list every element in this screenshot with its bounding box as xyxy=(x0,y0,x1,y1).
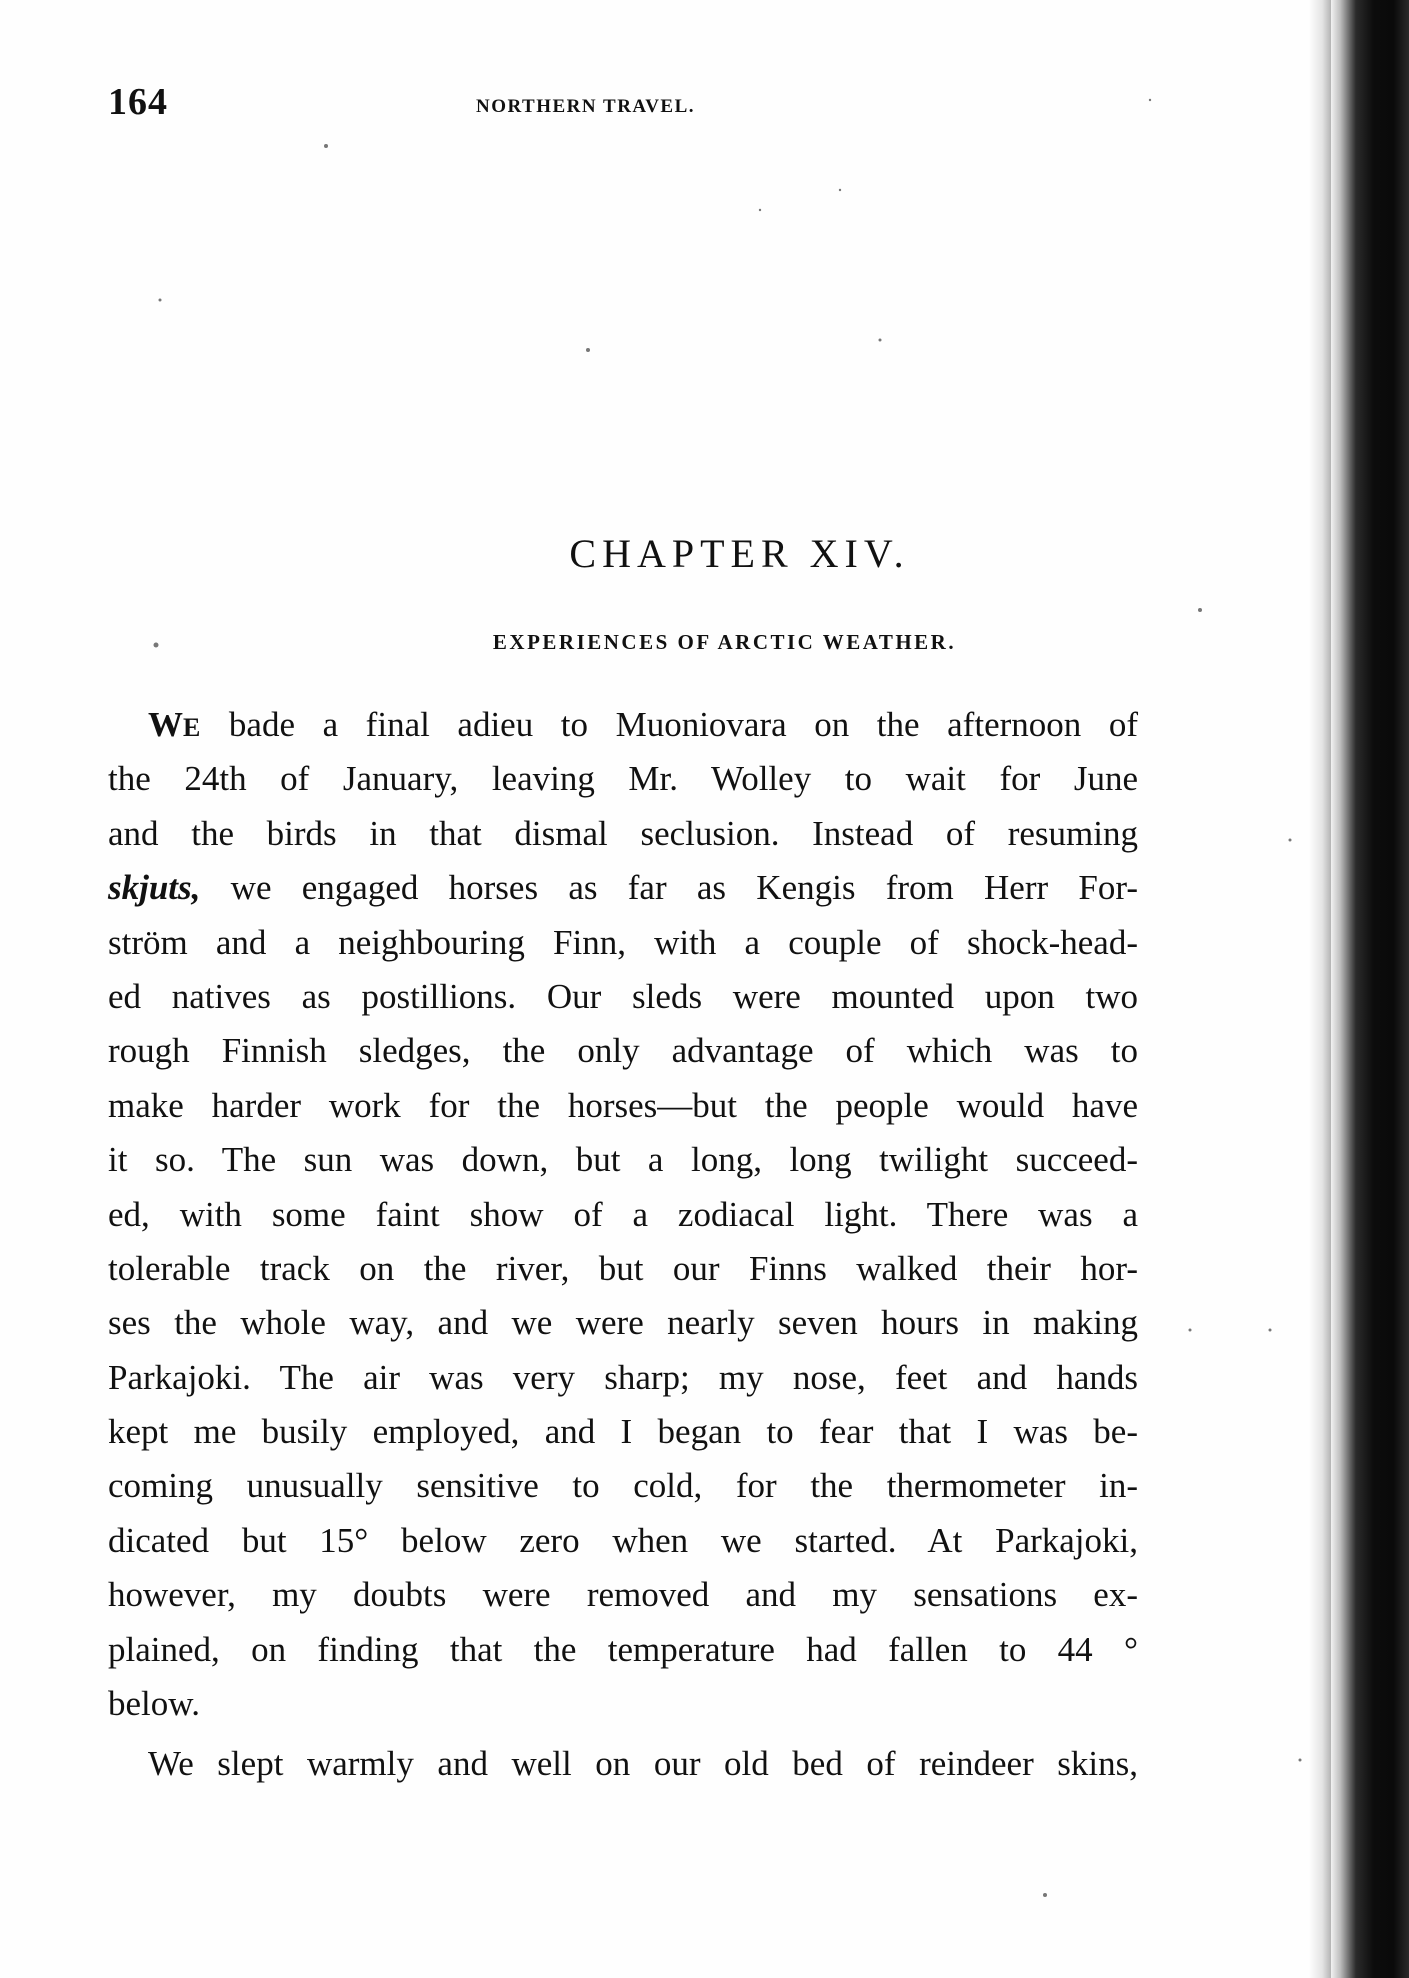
text-line-rest: we engaged horses as far as Kengis from Herr For- xyxy=(200,868,1138,908)
initial-smallcaps: E xyxy=(183,713,202,742)
running-title: NORTHERN TRAVEL. xyxy=(476,96,696,117)
text-line: it so. The sun was down, but a long, long twilight succeed- xyxy=(108,1140,1138,1180)
body-text xyxy=(108,698,1138,1792)
text-line-rest: bade a final adieu to Muoniovara on the afternoon of xyxy=(201,705,1138,744)
binding-shadow xyxy=(1309,0,1331,1978)
text-line xyxy=(108,861,1138,915)
text-line: ses the whole way, and we were nearly seven hours in making xyxy=(108,1303,1138,1343)
text-line: tolerable track on the river, but our Finns walked their hor- xyxy=(108,1248,1138,1288)
text-line: We slept warmly and well on our old bed of reindeer skins, xyxy=(148,1744,1138,1784)
text-line: plained, on finding that the temperature had fallen to 44 ° xyxy=(108,1629,1138,1669)
text-line: kept me busily employed, and I began to fear that I was be- xyxy=(108,1412,1138,1452)
text-line: below. xyxy=(108,1684,201,1724)
text-line: ed natives as postillions. Our sleds were mounted upon two xyxy=(108,976,1138,1016)
initial-letter: W xyxy=(148,705,183,744)
text-line: and the birds in that dismal seclusion. Instead of resuming xyxy=(108,813,1138,853)
chapter-subtitle: EXPERIENCES OF ARCTIC WEATHER. xyxy=(492,630,957,654)
text-line: rough Finnish sledges, the only advantage of which was to xyxy=(108,1031,1138,1071)
text-line: the 24th of January, leaving Mr. Wolley to wait for June xyxy=(108,759,1138,799)
text-line: Parkajoki. The air was very sharp; my nose, feet and hands xyxy=(108,1357,1138,1397)
running-head xyxy=(108,80,1278,130)
chapter-heading: CHAPTER XIV. xyxy=(569,531,910,576)
italic-word: skjuts, xyxy=(108,868,201,908)
text-line: ström and a neighbouring Finn, with a couple of shock-head- xyxy=(108,922,1138,962)
text-line: make harder work for the horses—but the people would have xyxy=(108,1085,1138,1125)
page-number: 164 xyxy=(108,81,168,123)
text-line: ed, with some faint show of a zodiacal light. There was a xyxy=(108,1194,1138,1234)
text-line: dicated but 15° below zero when we started. At Parkajoki, xyxy=(108,1520,1138,1560)
text-line: coming unusually sensitive to cold, for the thermometer in- xyxy=(108,1466,1138,1506)
text-line: however, my doubts were removed and my sensations ex- xyxy=(108,1575,1138,1615)
book-binding xyxy=(1331,0,1409,1978)
text-line xyxy=(108,698,1138,752)
